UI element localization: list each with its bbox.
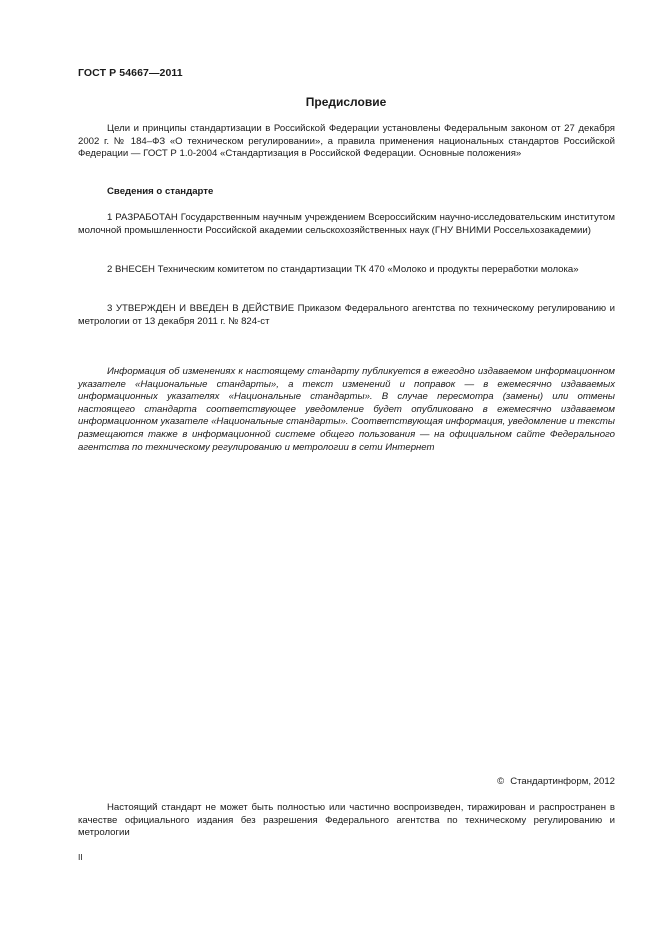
reproduction-notice: Настоящий стандарт не может быть полностью или частично воспроизведен, тиражирован и распространен в качестве официального издания без разрешения Федерального агентства по техническому регулированию и метрологии xyxy=(78,802,615,839)
page-number: II xyxy=(78,852,83,862)
copyright-text: Стандартинформ, 2012 xyxy=(510,776,615,787)
preface-title: Предисловие xyxy=(305,95,387,109)
developed-by-paragraph: 1 РАЗРАБОТАН Государственным научным учреждением Всероссийским научно-исследовательским институтом молочной промышленности Российской академии сельскохозяйственных наук (ГНУ ВНИМИ Россельхозакадемии) xyxy=(78,212,615,236)
preface-intro-paragraph: Цели и принципы стандартизации в Российской Федерации установлены Федеральным законом от 27 декабря 2002 г. № 184–ФЗ «О техническом регулировании», а правила применения национальных стандартов Российской Федерации — ГОСТ Р 1.0-2004 «Стандартизация в Российской Федерации. Основные положения» xyxy=(78,123,615,160)
approved-paragraph: 3 УТВЕРЖДЕН И ВВЕДЕН В ДЕЙСТВИЕ Приказом Федерального агентства по техническому регулированию и метрологии от 13 декабря 2011 г. № 824-ст xyxy=(78,303,615,327)
document-code: ГОСТ Р 54667—2011 xyxy=(78,67,183,79)
amendments-info-paragraph: Информация об изменениях к настоящему стандарту публикуется в ежегодно издаваемом информационном указателе «Национальные стандарты», а текст изменений и поправок — в ежемесячно издаваемых информационных указателях «Национальные стандарты». В случае пересмотра (замены) или отмены настоящего стандарта соответствующее уведомление будет опубликовано в ежемесячно издаваемом информационном указателе «Национальные стандарты». Соответствующая информация, уведомление и тексты размещаются также в информационной системе общего пользования — на официальном сайте Федерального агентства по техническому регулированию и метрологии в сети Интернет xyxy=(78,366,615,453)
copyright-line xyxy=(497,776,615,787)
submitted-by-paragraph: 2 ВНЕСЕН Техническим комитетом по стандартизации ТК 470 «Молоко и продукты переработки молока» xyxy=(107,264,579,275)
copyright-symbol: © xyxy=(497,776,505,787)
standard-info-subheading: Сведения о стандарте xyxy=(107,186,214,197)
